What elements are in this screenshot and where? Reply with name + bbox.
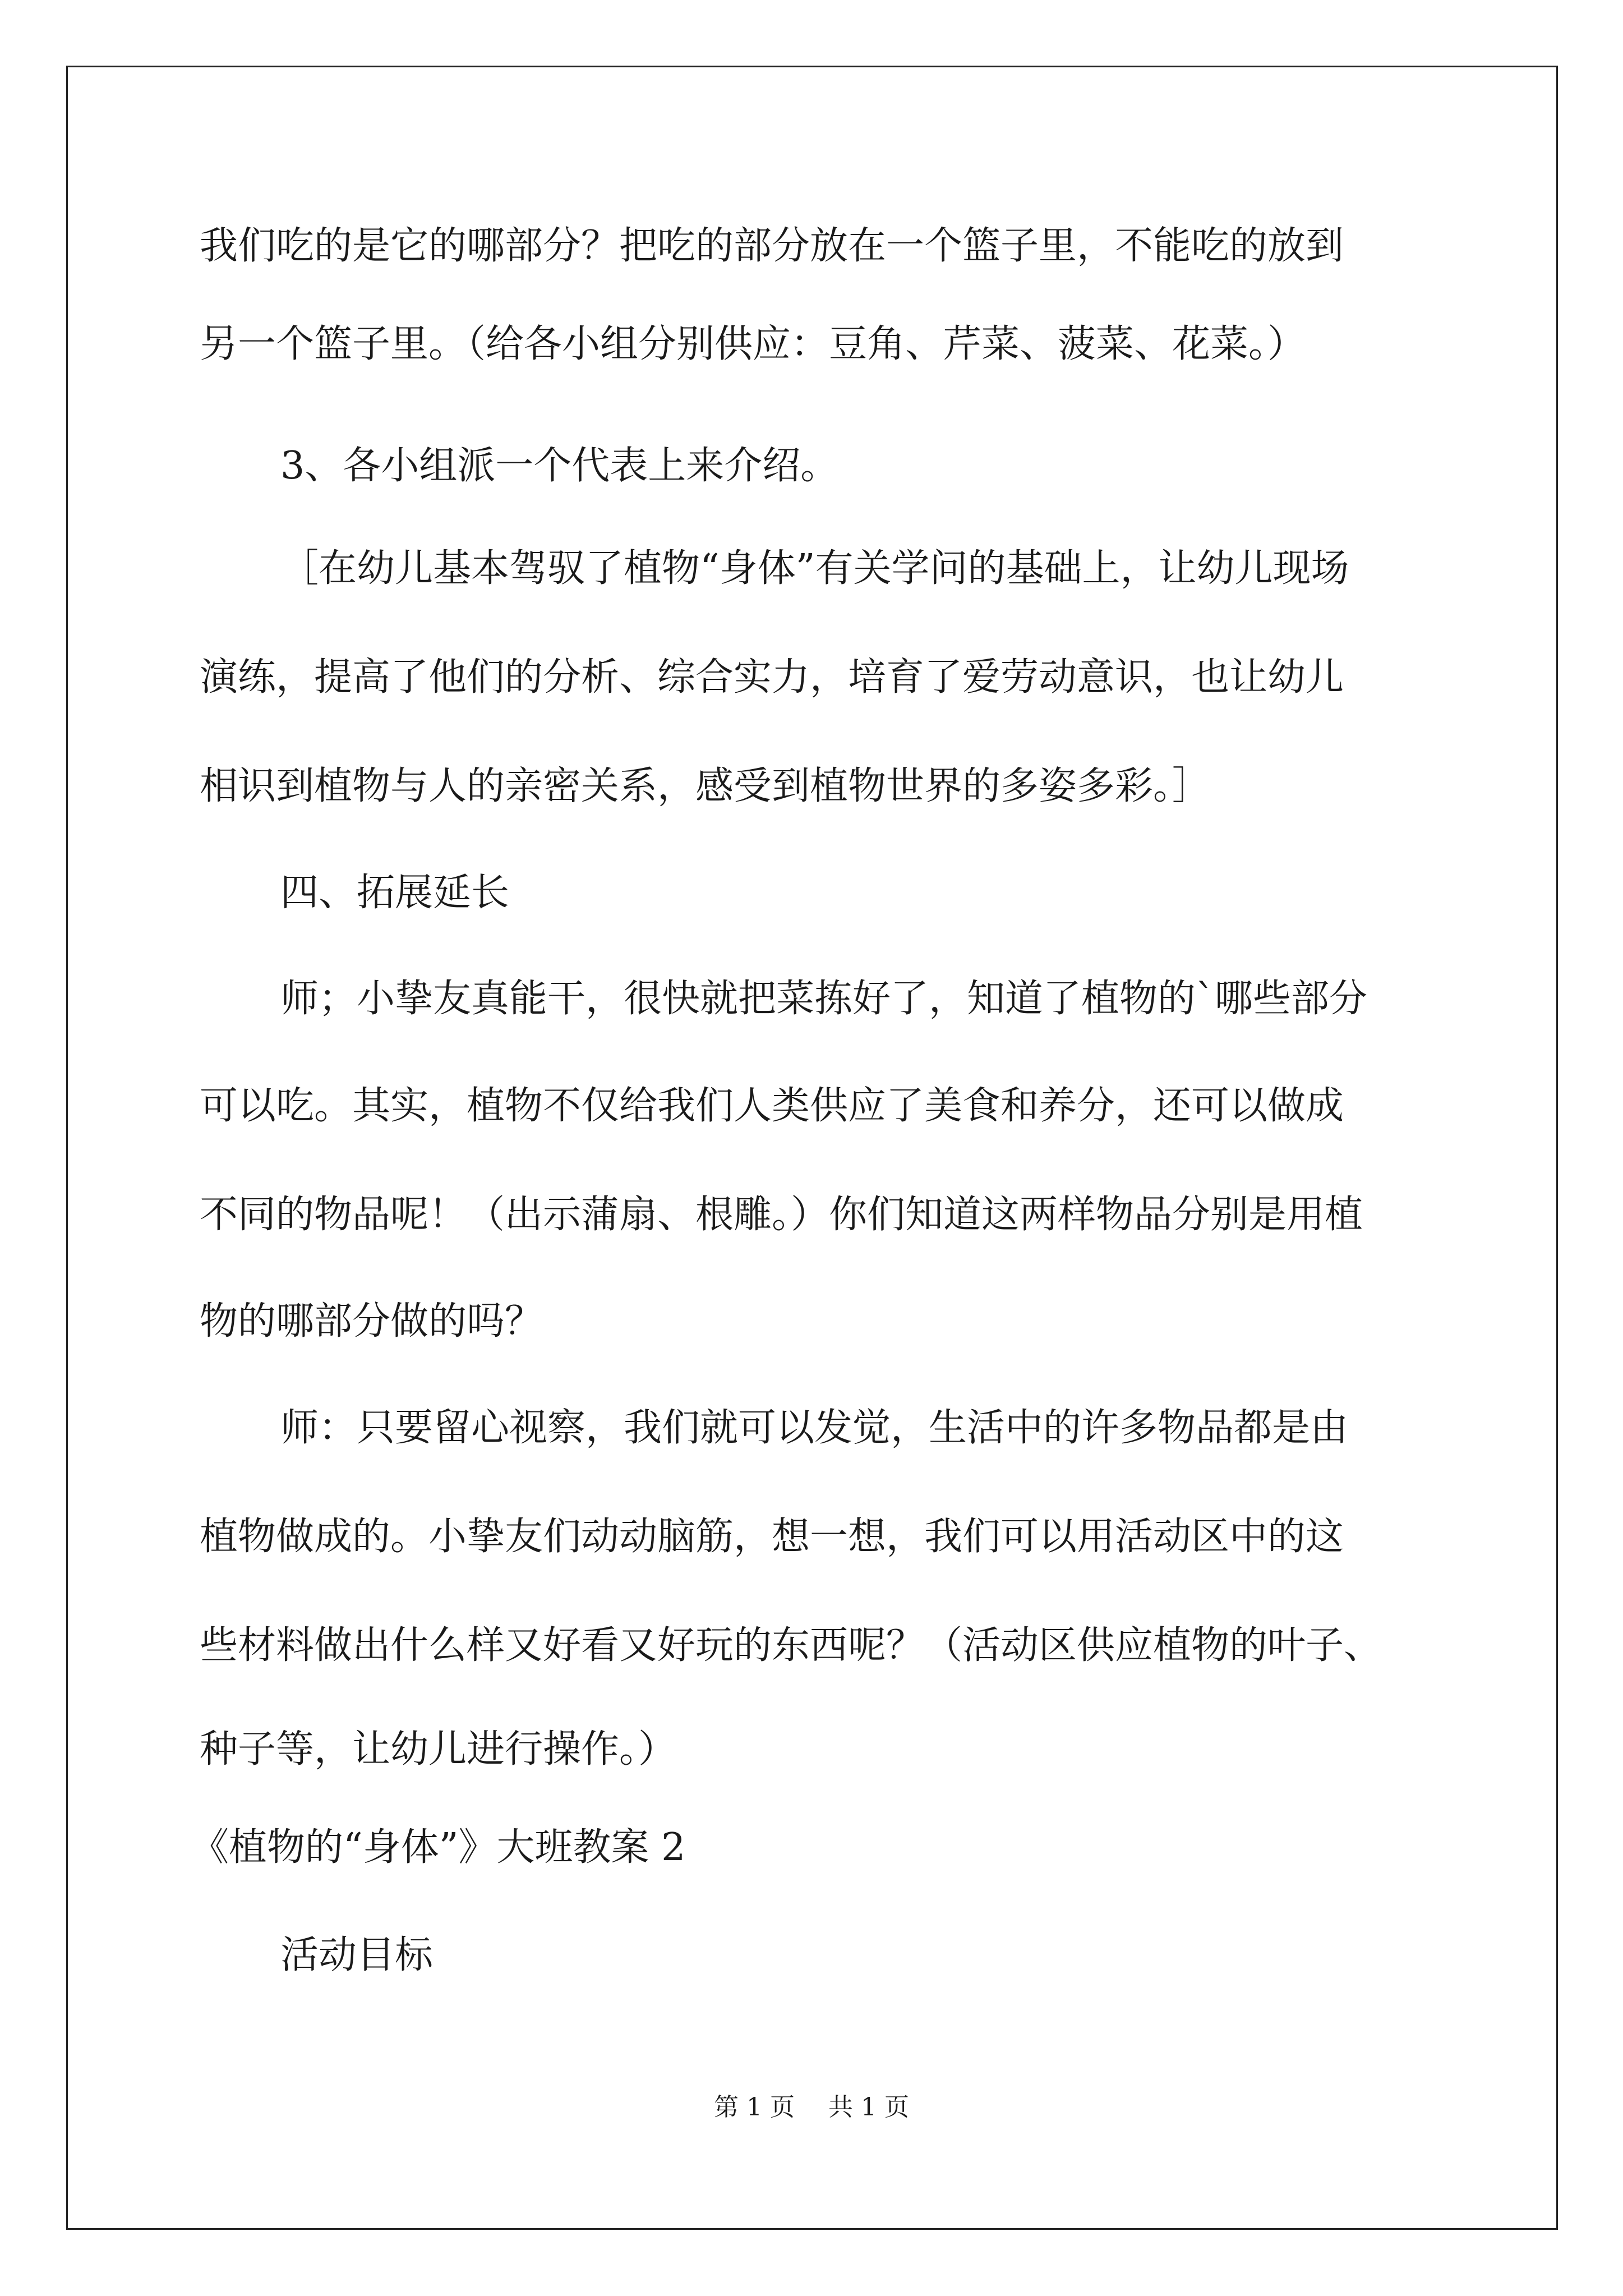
body-line: 物的哪部分做的吗？ bbox=[200, 1299, 543, 1343]
page-frame bbox=[66, 66, 1558, 2230]
body-line: 另一个篮子里。（给各小组分别供应：豆角、芹菜、菠菜、花菜。） bbox=[200, 322, 1306, 366]
list-item-3: 3、各小组派一个代表上来介绍。 bbox=[280, 444, 839, 488]
page-number: 第 1 页 bbox=[714, 2093, 795, 2122]
page-footer bbox=[0, 2095, 1623, 2120]
body-line: 师；小挚友真能干，很快就把菜拣好了，知道了植物的`哪些部分 bbox=[280, 977, 1368, 1021]
body-line: 演练，提高了他们的分析、综合实力，培育了爱劳动意识，也让幼儿 bbox=[200, 655, 1344, 700]
body-line: 我们吃的是它的哪部分？把吃的部分放在一个篮子里，不能吃的放到 bbox=[200, 224, 1344, 268]
body-line: 相识到植物与人的亲密关系，感受到植物世界的多姿多彩。］ bbox=[200, 764, 1211, 808]
body-line: 师：只要留心视察，我们就可以发觉，生活中的许多物品都是由 bbox=[280, 1406, 1349, 1450]
body-line: 不同的物品呢！（出示蒲扇、根雕。）你们知道这两样物品分别是用植 bbox=[200, 1193, 1363, 1237]
section-heading: 四、拓展延长 bbox=[280, 871, 510, 915]
body-line: 些材料做出什么样又好看又好玩的东西呢？（活动区供应植物的叶子、 bbox=[200, 1623, 1382, 1668]
page-count: 共 1 页 bbox=[828, 2093, 909, 2122]
body-line: 可以吃。其实，植物不仅给我们人类供应了美食和养分，还可以做成 bbox=[200, 1084, 1344, 1128]
body-line: 植物做成的。小挚友们动动脑筋，想一想，我们可以用活动区中的这 bbox=[200, 1515, 1344, 1559]
body-line: ［在幼儿基本驾驭了植物“身体”有关学问的基础上，让幼儿现场 bbox=[280, 546, 1349, 591]
document-title: 《植物的“身体”》大班教案 2 bbox=[191, 1825, 686, 1870]
section-heading: 活动目标 bbox=[280, 1933, 434, 1977]
body-line: 种子等，让幼儿进行操作。） bbox=[200, 1727, 677, 1772]
